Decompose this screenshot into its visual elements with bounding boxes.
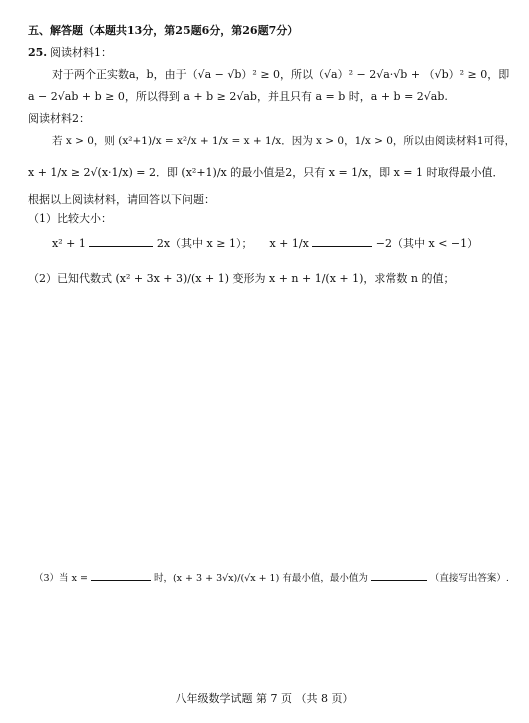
part-1-left-a: x² + 1 <box>52 237 86 250</box>
part-3-text-a: （3）当 x = <box>34 573 88 584</box>
material-1-line-1 <box>52 68 509 82</box>
material-2-line-1: 若 x > 0，则 (x²+1)/x = x²/x + 1/x = x + 1/x．因为 x > 0，1/x > 0，所以由阅读材料1可得， <box>52 135 516 147</box>
part-1-right-b: −2（其中 x < −1） <box>375 237 479 250</box>
answer-blank-4[interactable] <box>371 570 427 581</box>
material-2-line-2: x + 1/x ≥ 2√(x·1/x) = 2．即 (x²+1)/x 的最小值是2，只有 x = 1/x，即 x = 1 时取得最小值． <box>28 166 504 179</box>
material-1-line-1-b: a，b，由于（√a − √b）² ≥ 0，所以（√a）² − 2√a·√b + （√b）² ≥ 0，即 <box>129 68 510 81</box>
part-1-left-b: x + 1/x <box>269 237 309 250</box>
part-3-text-c: （直接写出答案）. <box>429 573 509 584</box>
section-title: 五、解答题（本题共13分，第25题6分，第26题7分） <box>28 24 299 37</box>
answer-blank-1[interactable] <box>89 236 153 247</box>
material-1-label: 阅读材料1： <box>50 46 112 59</box>
part-3-question <box>34 570 509 586</box>
part-1-compare <box>52 236 478 251</box>
answer-blank-3[interactable] <box>91 570 151 581</box>
page-footer: 八年级数学试题 第 7 页 （共 8 页） <box>175 692 354 705</box>
part-1-right-a: 2x（其中 x ≥ 1）； <box>156 237 253 250</box>
material-2-label: 阅读材料2： <box>28 112 90 125</box>
material-1-line-2: a − 2√ab + b ≥ 0，所以得到 a + b ≥ 2√ab，并且只有 a = b 时，a + b = 2√ab. <box>28 90 448 103</box>
material-1-line-1-a: 对于两个正实数 <box>52 68 129 81</box>
question-number: 25. <box>28 46 48 59</box>
part-2-question: （2）已知代数式 (x² + 3x + 3)/(x + 1) 变形为 x + n + 1/(x + 1)，求常数 n 的值； <box>28 272 455 285</box>
answer-blank-2[interactable] <box>312 236 372 247</box>
instruction-text: 根据以上阅读材料，请回答以下问题： <box>28 193 215 206</box>
part-1-label: （1）比较大小： <box>28 212 112 225</box>
part-3-text-b: 时，(x + 3 + 3√x)/(√x + 1) 有最小值，最小值为 <box>153 573 368 584</box>
